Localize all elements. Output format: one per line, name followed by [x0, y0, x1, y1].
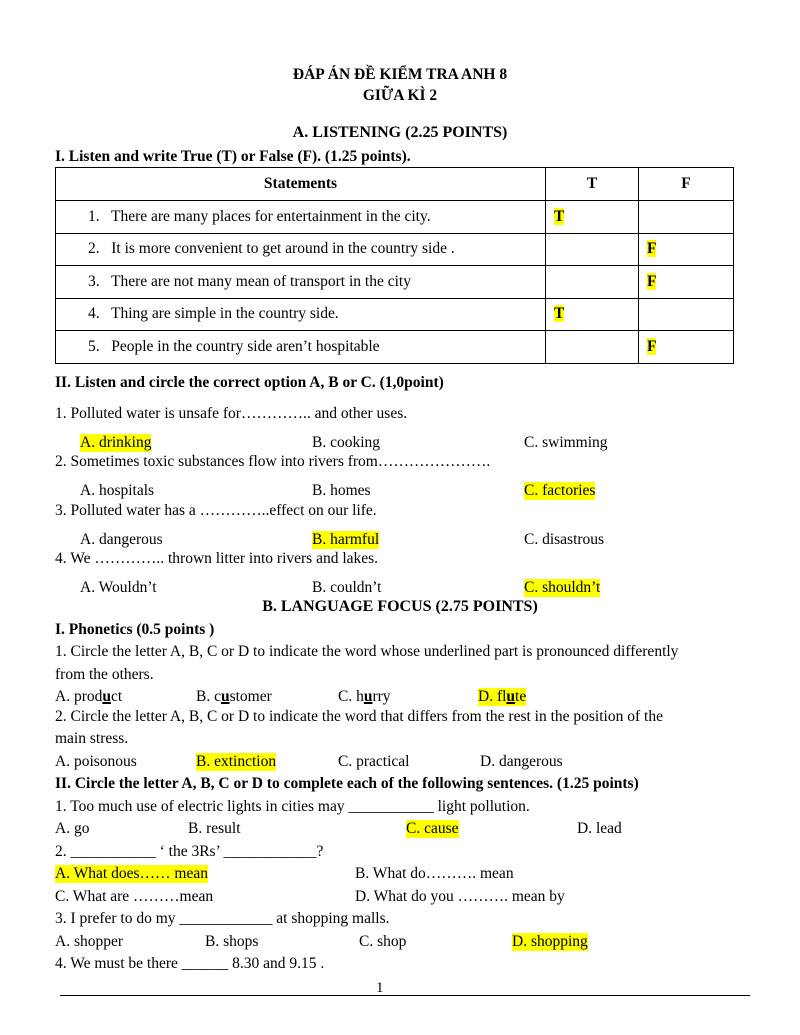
option-b: [196, 688, 272, 706]
option-b: B. homes: [312, 482, 371, 499]
t-cell: [546, 298, 639, 331]
option-d: D. shopping: [512, 933, 588, 950]
phonetics-title: I. Phonetics (0.5 points ): [55, 621, 215, 638]
option-text: te: [515, 688, 527, 705]
option-c: C. shouldn’t: [524, 579, 601, 596]
statement-num: 3.: [88, 272, 100, 290]
part2-title: II. Listen and circle the correct option A, B or C. (1,0point): [55, 374, 444, 391]
option-text: D. fl: [478, 688, 507, 705]
answer-mark: F: [647, 272, 657, 290]
statement-text: People in the country side aren’t hospitable: [111, 337, 380, 355]
header-t: T: [546, 168, 639, 201]
statement-cell: [56, 201, 546, 234]
statement-num: 2.: [88, 240, 100, 258]
question-text: 2. Sometimes toxic substances flow into rivers from………………….: [55, 453, 491, 470]
option-b: B. result: [188, 820, 241, 837]
doc-subtitle: GIỮA KÌ 2: [362, 87, 438, 104]
option-c: C. shop: [359, 933, 407, 950]
option-c: C. cause: [406, 820, 459, 837]
question-text: 2. ___________ ‘ the 3Rs’ ____________?: [55, 843, 324, 860]
option-c: C. What are ………mean: [55, 888, 214, 905]
f-cell: [639, 201, 734, 234]
option-c: C. practical: [338, 753, 410, 770]
option-a: A. hospitals: [80, 482, 155, 499]
answer-mark: T: [554, 305, 565, 323]
option-text: C. h: [338, 688, 364, 705]
option-a: A. drinking: [80, 434, 152, 451]
option-a: A. What does…… mean: [55, 865, 208, 882]
part1-title: I. Listen and write True (T) or False (F). (1.25 points).: [55, 148, 411, 165]
f-cell: [639, 266, 734, 299]
option-d: D. dangerous: [480, 753, 563, 770]
question-text: 1. Circle the letter A, B, C or D to indicate the word whose underlined part is pronounced differently: [55, 643, 679, 660]
table-row: [56, 201, 734, 234]
question-text: 1. Polluted water is unsafe for………….. and other uses.: [55, 405, 408, 422]
option-text: rry: [372, 688, 391, 705]
option-b: B. shops: [205, 933, 259, 950]
option-a: A. dangerous: [80, 531, 163, 548]
option-a: [55, 688, 122, 706]
statement-num: 1.: [88, 207, 100, 225]
table-row: [56, 233, 734, 266]
statement-num: 4.: [88, 305, 100, 323]
underlined-letter: u: [363, 688, 373, 705]
question-text: 3. Polluted water has a …………..effect on our life.: [55, 502, 377, 519]
header-statements: Statements: [56, 168, 546, 201]
option-b: B. cooking: [312, 434, 381, 451]
option-b: B. harmful: [312, 531, 380, 548]
option-c: [338, 688, 391, 706]
statement-cell: [56, 233, 546, 266]
option-b: B. couldn’t: [312, 579, 382, 596]
t-cell: [546, 233, 639, 266]
option-d: D. What do you ………. mean by: [355, 888, 565, 905]
option-c: C. factories: [524, 482, 596, 499]
statement-text: There are not many mean of transport in the city: [110, 272, 411, 290]
question-text: 4. We must be there ______ 8.30 and 9.15 .: [55, 955, 325, 972]
question-text-cont: main stress.: [55, 730, 129, 747]
t-cell: [546, 201, 639, 234]
option-a: A. shopper: [55, 933, 124, 950]
footer-divider: [60, 995, 750, 996]
option-a: A. go: [55, 820, 90, 837]
underlined-letter: u: [506, 688, 516, 705]
f-cell: [639, 233, 734, 266]
underlined-letter: u: [102, 688, 111, 705]
underlined-letter: u: [220, 688, 230, 705]
statement-text: There are many places for entertainment in the city.: [110, 207, 431, 225]
option-d: [478, 688, 526, 706]
table-row: [56, 331, 734, 364]
table-row: [56, 266, 734, 299]
statement-text: It is more convenient to get around in the country side .: [111, 240, 455, 258]
option-a: A. poisonous: [55, 753, 137, 770]
option-text: stomer: [229, 688, 272, 705]
doc-title: ĐÁP ÁN ĐỀ KIỂM TRA ANH 8: [292, 66, 508, 83]
answer-mark: T: [554, 207, 565, 225]
table-header-row: [56, 168, 734, 201]
answer-mark: F: [647, 240, 657, 258]
t-cell: [546, 331, 639, 364]
table-row: [56, 298, 734, 331]
statement-cell: [56, 266, 546, 299]
option-text: B. c: [196, 688, 221, 705]
question-text-cont: from the others.: [55, 666, 154, 683]
question-text: 1. Too much use of electric lights in cities may ___________ light pollution.: [55, 798, 530, 815]
option-c: C. disastrous: [524, 531, 605, 548]
statement-cell: [56, 298, 546, 331]
option-text: A. prod: [55, 688, 103, 705]
true-false-table: [55, 167, 734, 364]
statement-cell: [56, 331, 546, 364]
question-text: 4. We ………….. thrown litter into rivers and lakes.: [55, 550, 379, 567]
option-a: A. Wouldn’t: [80, 579, 157, 596]
statement-text: Thing are simple in the country side.: [110, 305, 339, 323]
option-text: ct: [110, 688, 123, 705]
option-d: D. lead: [577, 820, 622, 837]
question-text: 3. I prefer to do my ____________ at shopping malls.: [55, 910, 390, 927]
f-cell: [639, 331, 734, 364]
section-a-title: A. LISTENING (2.25 POINTS): [292, 124, 508, 141]
f-cell: [639, 298, 734, 331]
question-text: 2. Circle the letter A, B, C or D to indicate the word that differs from the rest in the position of the: [55, 708, 663, 725]
option-b: B. What do………. mean: [355, 865, 514, 882]
section-b-title: B. LANGUAGE FOCUS (2.75 POINTS): [262, 598, 538, 615]
t-cell: [546, 266, 639, 299]
grammar-title: II. Circle the letter A, B, C or D to complete each of the following sentences. (1.25 points): [55, 775, 639, 792]
page-number: 1: [376, 980, 384, 996]
option-b: B. extinction: [196, 753, 277, 770]
statement-num: 5.: [88, 337, 100, 355]
header-f: F: [639, 168, 734, 201]
option-c: C. swimming: [524, 434, 608, 451]
answer-mark: F: [647, 337, 657, 355]
